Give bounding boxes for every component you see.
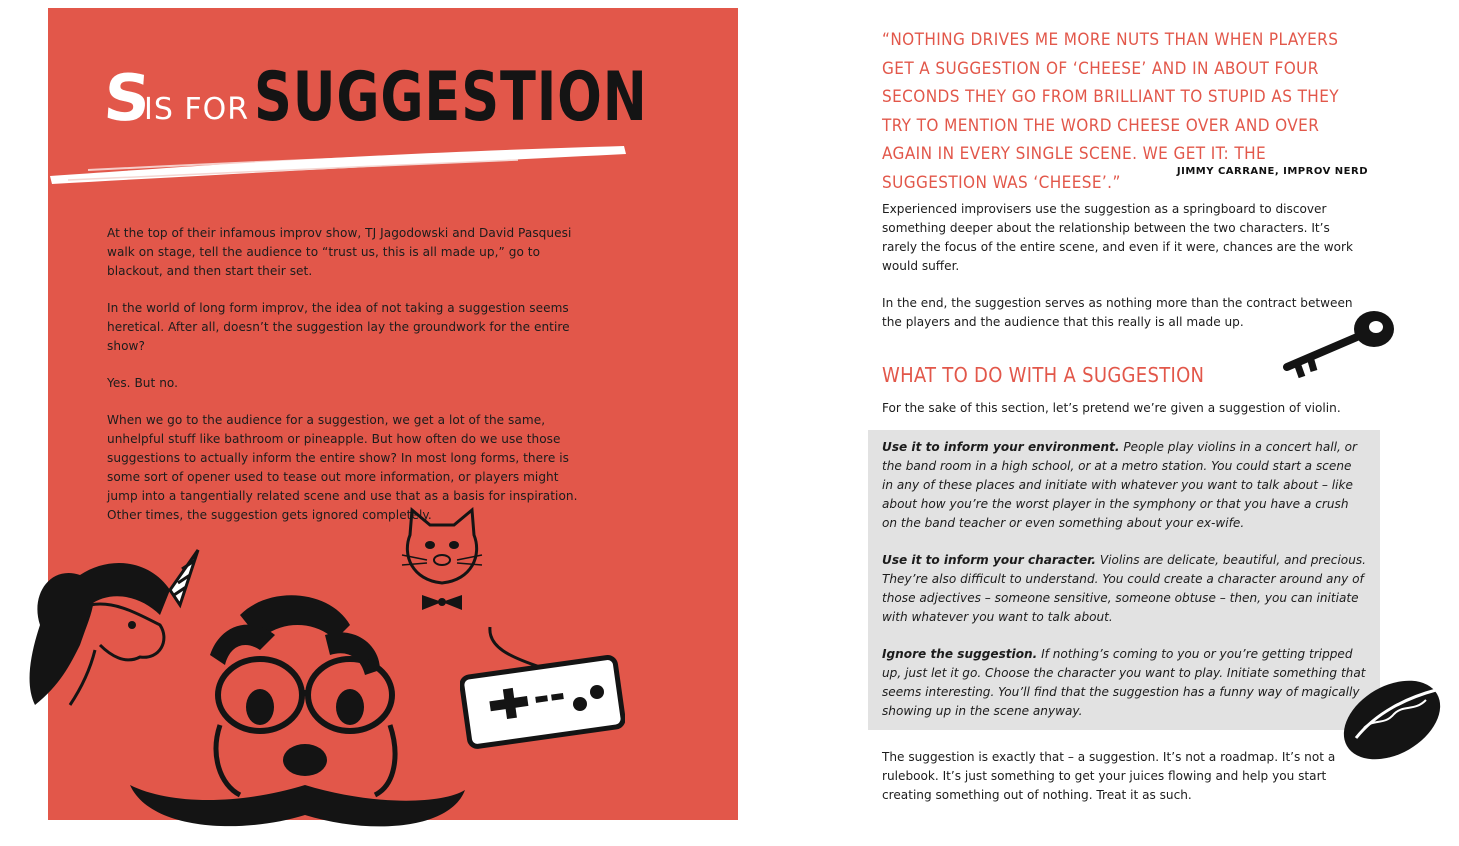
left-paragraph: When we go to the audience for a suggestion, we get a lot of the same, unhelpful stuff like bathroom or pineapple. But how often do we use those suggestions to actually inform the entire show? In most long forms, there is some sort of opener used to tease out more information, or players might jump into a tangentially related scene and use that as a basis for inspiration. Other times, the suggestion gets ignored completely. <box>107 413 578 522</box>
tip-lead: Ignore the suggestion. <box>882 647 1038 661</box>
left-paragraph: In the world of long form improv, the idea of not taking a suggestion seems heretical. After all, doesn’t the suggestion lay the groundwork for the entire show? <box>107 301 570 353</box>
section-intro: For the sake of this section, let’s pretend we’re given a suggestion of violin. <box>882 401 1341 415</box>
tip-character <box>882 551 1366 627</box>
left-paragraph: Yes. But no. <box>107 376 179 390</box>
mustache-face-icon <box>110 585 470 840</box>
quote-attribution: JIMMY CARRANE, IMPROV NERD <box>1176 166 1368 177</box>
intro-paragraph: In the end, the suggestion serves as nothing more than the contract between the players and the audience that this really is all made up. <box>882 296 1353 329</box>
title-is-for: IS FOR <box>144 92 250 127</box>
key-icon <box>1282 307 1397 387</box>
chapter-title <box>101 58 664 140</box>
title-letter: S <box>101 62 151 136</box>
hotdog-icon <box>1336 668 1448 768</box>
tip-text: Violins are delicate, beautiful, and precious. They’re also difficult to understand. You could create a character around any of those adjectives – someone sensitive, someone obtuse – then, you can initiate with whatever you want to talk about. <box>882 553 1367 624</box>
tips-box <box>868 430 1380 730</box>
pull-quote: “NOTHING DRIVES ME MORE NUTS THAN WHEN PLAYERS GET A SUGGESTION OF ‘CHEESE’ AND IN ABOUT FOUR SECONDS THEY GO FROM BRILLIANT TO STUPID AS THEY TRY TO MENTION THE WORD CHEESE OVER AND OVER AGAIN IN EVERY SINGLE SCENE. WE GET IT: THE SUGGESTION WAS ‘CHEESE’.” <box>882 30 1340 193</box>
brush-stroke <box>48 140 628 190</box>
tip-text: If nothing’s coming to you or you’re getting tripped up, just let it go. Choose the character you want to play. Initiate something that seems interesting. You’ll find that the suggestion has a funny way of magically showing up in the scene anyway. <box>882 647 1366 718</box>
game-controller-icon <box>460 622 625 752</box>
left-body-text <box>107 224 593 543</box>
left-paragraph: At the top of their infamous improv show, TJ Jagodowski and David Pasquesi walk on stage, tell the audience to “trust us, this is all made up,” go to blackout, and then start their set. <box>107 226 572 278</box>
tip-lead: Use it to inform your environment. <box>882 440 1120 454</box>
section-heading: WHAT TO DO WITH A SUGGESTION <box>882 363 1205 387</box>
tip-lead: Use it to inform your character. <box>882 553 1096 567</box>
tip-ignore <box>882 645 1366 721</box>
tip-environment <box>882 438 1366 533</box>
tip-text: People play violins in a concert hall, or the band room in a high school, or at a metro station. You could start a scene in any of these places and initiate with whatever you want to talk about – like about how you’re the worst player in the symphony or that you have a crush on the band teacher or even something about your ex-wife. <box>882 440 1358 530</box>
intro-paragraph: Experienced improvisers use the suggestion as a springboard to discover something deeper about the relationship between the two characters. It’s rarely the focus of the entire scene, and even if it were, chances are the work would suffer. <box>882 202 1353 273</box>
title-word: SUGGESTION <box>254 58 648 137</box>
closing-paragraph: The suggestion is exactly that – a suggestion. It’s not a roadmap. It’s not a rulebook. It’s just something to get your juices flowing and help you start creating something out of nothing. Treat it as such. <box>882 750 1336 802</box>
